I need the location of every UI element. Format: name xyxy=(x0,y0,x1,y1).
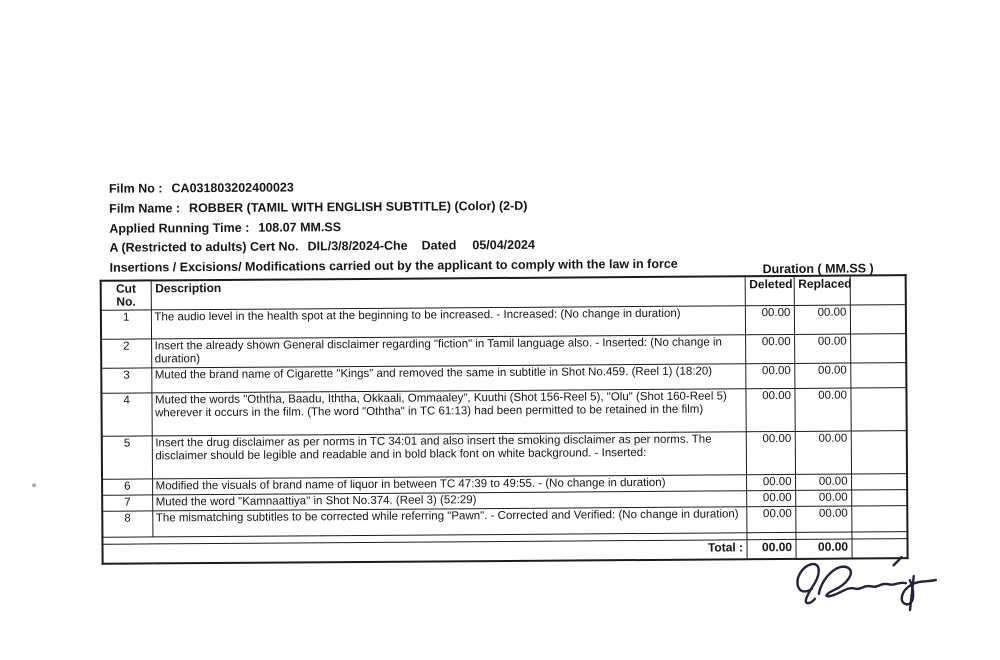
blank-cell xyxy=(851,506,907,532)
blank-cell xyxy=(850,363,906,388)
cuts-table xyxy=(100,274,909,564)
cut-no-cell: 4 xyxy=(101,393,151,436)
dated-label: Dated xyxy=(421,238,457,253)
cut-no-cell: 6 xyxy=(102,479,152,495)
replaced-cell: 00.00 xyxy=(794,305,850,334)
cut-row xyxy=(101,388,906,437)
replaced-cell: 00.00 xyxy=(795,431,851,474)
replaced-cell: 00.00 xyxy=(794,334,850,363)
description-cell: The audio level in the health spot at the beginning to be increased. - Increased: (No change in duration) xyxy=(151,306,745,339)
description-cell: Muted the word "Kamnaattiya" in Shot No.374. (Reel 3) (52:29) xyxy=(152,491,746,511)
description-cell: The mismatching subtitles to be corrected while referring "Pawn". - Corrected and Verified: (No change in duration) xyxy=(152,507,746,537)
description-cell: Muted the brand name of Cigarette "Kings" and removed the same in subtitle in Shot No.459. (Reel 1) (18:20) xyxy=(151,364,745,393)
deleted-cell: 00.00 xyxy=(746,431,795,474)
description-header: Description xyxy=(151,276,745,310)
certificate-number: DIL/3/8/2024-Che xyxy=(307,238,408,254)
deleted-cell: 00.00 xyxy=(746,506,795,532)
blank-cell xyxy=(851,490,907,506)
cut-no-cell: 2 xyxy=(101,339,151,368)
deleted-cell: 00.00 xyxy=(745,388,794,431)
deleted-cell: 00.00 xyxy=(746,490,795,506)
section-title: Insertions / Excisions/ Modifications carried out by the applicant to comply with the law in force xyxy=(109,256,678,275)
replaced-cell: 00.00 xyxy=(794,363,850,388)
certificate-label: A (Restricted to adults) Cert No. xyxy=(109,239,299,255)
deleted-cell: 00.00 xyxy=(745,334,794,363)
blank-header-cell xyxy=(850,275,906,305)
cut-no-cell: 5 xyxy=(102,436,152,479)
cut-rows xyxy=(101,305,908,538)
cut-row xyxy=(102,431,907,480)
description-cell: Modified the visuals of brand name of liquor in between TC 47:39 to 49:55. - (No change in duration) xyxy=(152,475,746,495)
deleted-cell: 00.00 xyxy=(746,474,795,490)
cut-no-header: Cut No. xyxy=(101,280,151,310)
deleted-cell: 00.00 xyxy=(745,305,794,334)
description-cell: Insert the already shown General disclaimer regarding "fiction" in Tamil language also. - Inserted: (No change in duration) xyxy=(151,335,745,368)
film-name-label: Film Name : xyxy=(109,201,181,216)
applied-running-time-label: Applied Running Time : xyxy=(109,220,250,236)
cut-no-cell: 7 xyxy=(102,495,152,511)
film-no-value: CA031803202400023 xyxy=(171,180,294,196)
total-label: Total : xyxy=(102,540,746,563)
deleted-cell: 00.00 xyxy=(745,363,794,388)
applied-running-time-value: 108.07 MM.SS xyxy=(258,220,342,235)
signature-ink-icon xyxy=(788,552,950,619)
total-replaced-value: 00.00 xyxy=(795,539,851,558)
blank-cell xyxy=(850,334,906,363)
film-no-line xyxy=(109,180,294,195)
scan-artifact-speck xyxy=(32,483,36,487)
film-name-line xyxy=(109,199,527,216)
film-name-value: ROBBER (TAMIL WITH ENGLISH SUBTITLE) (Color) (2-D) xyxy=(188,198,528,216)
deleted-header: Deleted xyxy=(745,276,794,306)
cut-no-cell: 3 xyxy=(101,368,151,393)
blank-cell xyxy=(851,474,907,490)
replaced-cell: 00.00 xyxy=(795,490,851,506)
duration-column-group-title: Duration ( MM.SS ) xyxy=(762,261,874,277)
replaced-cell: 00.00 xyxy=(795,474,851,490)
film-no-label: Film No : xyxy=(108,181,163,196)
certificate-line xyxy=(109,238,535,255)
applied-running-time-line xyxy=(109,220,341,236)
cut-no-cell: 1 xyxy=(101,310,151,339)
replaced-header: Replaced xyxy=(794,276,850,306)
description-cell: Insert the drug disclaimer as per norms in TC 34:01 and also insert the smoking disclaimer as per norms. The disclaimer should be legible and readable and in bold black font on white background. - Inserted: xyxy=(152,432,746,479)
signature xyxy=(788,552,950,619)
replaced-cell: 00.00 xyxy=(794,388,850,431)
blank-cell xyxy=(851,431,907,474)
total-deleted-value: 00.00 xyxy=(746,539,795,558)
dated-value: 05/04/2024 xyxy=(472,237,535,253)
blank-cell xyxy=(850,388,906,431)
cut-no-cell: 8 xyxy=(102,511,152,537)
description-cell: Muted the words "Oththa, Baadu, Iththa, Okkaali, Ommaaley", Kuuthi (Shot 156-Reel 5), "Olu" (Shot 160-Reel 5) wherever it occurs in the film. (The word "Oththa" in TC 61:13) had been permitted to be retained in the film) xyxy=(151,389,745,436)
blank-cell xyxy=(850,305,906,334)
replaced-cell: 00.00 xyxy=(795,506,851,532)
